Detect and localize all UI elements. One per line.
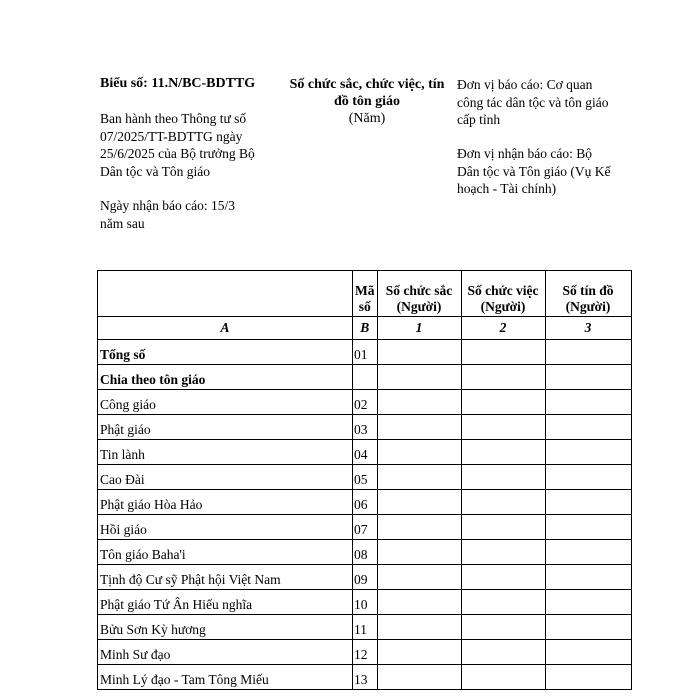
religion-name-cell: Minh Lý đạo - Tam Tông Miếu — [98, 665, 353, 690]
code-cell: 12 — [353, 640, 378, 665]
header-line: (Người) — [396, 299, 442, 314]
followers-cell[interactable] — [545, 540, 631, 565]
officials-cell[interactable] — [461, 415, 545, 440]
code-cell: 13 — [353, 665, 378, 690]
code-cell — [353, 365, 378, 390]
religion-name-cell: Cao Đài — [98, 465, 353, 490]
code-cell: 11 — [353, 615, 378, 640]
issued-line: 07/2025/TT-BDTTG ngày — [100, 128, 243, 144]
religion-name-cell: Phật giáo — [98, 415, 353, 440]
column-header-followers — [545, 271, 631, 317]
table-row — [98, 640, 632, 665]
followers-cell[interactable] — [545, 440, 631, 465]
column-index: 2 — [461, 317, 545, 340]
receiving-unit-line: hoạch - Tài chính) — [457, 181, 557, 196]
code-cell: 06 — [353, 490, 378, 515]
report-title-block — [278, 76, 456, 127]
officials-cell[interactable] — [461, 540, 545, 565]
reporting-unit-line: cấp tỉnh — [457, 112, 501, 127]
dignitaries-cell[interactable] — [377, 440, 461, 465]
table-row — [98, 540, 632, 565]
code-cell: 10 — [353, 590, 378, 615]
header-line: Số chức việc — [467, 283, 539, 298]
table-row — [98, 440, 632, 465]
religion-name-cell: Phật giáo Tứ Ân Hiếu nghĩa — [98, 590, 353, 615]
dignitaries-cell[interactable] — [377, 515, 461, 540]
issued-line: Dân tộc và Tôn giáo — [100, 163, 210, 179]
religion-name-cell: Tịnh độ Cư sỹ Phật hội Việt Nam — [98, 565, 353, 590]
table-body — [98, 340, 632, 690]
officials-cell[interactable] — [461, 565, 545, 590]
religion-name-cell: Công giáo — [98, 390, 353, 415]
table-row — [98, 340, 632, 365]
followers-cell[interactable] — [545, 415, 631, 440]
table-row — [98, 590, 632, 615]
table-row — [98, 665, 632, 690]
code-cell: 07 — [353, 515, 378, 540]
officials-cell[interactable] — [461, 465, 545, 490]
receiving-unit-line: Đơn vị nhận báo cáo: Bộ — [457, 146, 592, 161]
table-row — [98, 565, 632, 590]
title-line: Số chức sắc, chức việc, tín — [289, 77, 445, 92]
issued-line: 25/6/2025 của Bộ trưởng Bộ — [100, 146, 255, 161]
officials-cell[interactable] — [461, 515, 545, 540]
header-line: Số tín đồ — [562, 283, 614, 298]
religion-statistics-table — [97, 270, 632, 690]
religion-name-cell: Chia theo tôn giáo — [98, 365, 353, 390]
dignitaries-cell[interactable] — [377, 340, 461, 365]
officials-cell[interactable] — [461, 615, 545, 640]
officials-cell[interactable] — [461, 440, 545, 465]
issued-line: Ban hành theo Thông tư số — [100, 111, 247, 126]
column-index: 1 — [377, 317, 461, 340]
report-title — [278, 76, 456, 110]
title-line: đồ tôn giáo — [333, 94, 401, 109]
table-row — [98, 615, 632, 640]
header-line: số — [358, 299, 371, 314]
header-line: (Người) — [480, 299, 526, 314]
dignitaries-cell[interactable] — [377, 490, 461, 515]
table-header-row — [98, 271, 632, 317]
religion-name-cell: Tin lành — [98, 440, 353, 465]
column-index: 3 — [545, 317, 631, 340]
followers-cell[interactable] — [545, 465, 631, 490]
column-header-name — [98, 271, 353, 317]
column-header-officials — [461, 271, 545, 317]
table-row — [98, 490, 632, 515]
dignitaries-cell[interactable] — [377, 365, 461, 390]
followers-cell[interactable] — [545, 390, 631, 415]
header-line: Số chức sắc — [385, 283, 453, 298]
code-cell: 02 — [353, 390, 378, 415]
dignitaries-cell[interactable] — [377, 615, 461, 640]
officials-cell[interactable] — [461, 365, 545, 390]
followers-cell[interactable] — [545, 590, 631, 615]
dignitaries-cell[interactable] — [377, 415, 461, 440]
officials-cell[interactable] — [461, 665, 545, 690]
religion-name-cell: Tổng số — [98, 340, 353, 365]
header-line: Mã — [355, 283, 375, 298]
column-index: A — [98, 317, 353, 340]
column-header-code — [353, 271, 378, 317]
dignitaries-cell[interactable] — [377, 465, 461, 490]
report-period: (Năm) — [348, 111, 386, 126]
code-cell: 05 — [353, 465, 378, 490]
dignitaries-cell[interactable] — [377, 540, 461, 565]
receive-date-line: Ngày nhận báo cáo: 15/3 — [100, 198, 235, 213]
religion-name-cell: Minh Sư đạo — [98, 640, 353, 665]
reporting-unit-line: công tác dân tộc và tôn giáo — [457, 94, 609, 110]
code-cell: 08 — [353, 540, 378, 565]
code-cell: 04 — [353, 440, 378, 465]
followers-cell[interactable] — [545, 340, 631, 365]
table-row — [98, 515, 632, 540]
officials-cell[interactable] — [461, 490, 545, 515]
officials-cell[interactable] — [461, 390, 545, 415]
followers-cell[interactable] — [545, 640, 631, 665]
officials-cell[interactable] — [461, 640, 545, 665]
header-line: (Người) — [565, 299, 611, 314]
column-index-row — [98, 317, 632, 340]
religion-name-cell: Tôn giáo Baha'i — [98, 540, 353, 565]
table-row — [98, 415, 632, 440]
table-row — [98, 465, 632, 490]
column-header-dignitaries — [377, 271, 461, 317]
receiving-unit-line: Dân tộc và Tôn giáo (Vụ Kế — [457, 163, 611, 179]
table-row — [98, 390, 632, 415]
column-index: B — [353, 317, 378, 340]
code-cell: 01 — [353, 340, 378, 365]
religion-name-cell: Hồi giáo — [98, 515, 353, 540]
religion-name-cell: Phật giáo Hòa Hảo — [98, 490, 353, 515]
table-row — [98, 365, 632, 390]
dignitaries-cell[interactable] — [377, 565, 461, 590]
receive-date-text — [100, 197, 270, 232]
issued-by-text — [100, 110, 285, 180]
followers-cell[interactable] — [545, 490, 631, 515]
code-cell: 09 — [353, 565, 378, 590]
officials-cell[interactable] — [461, 590, 545, 615]
followers-cell[interactable] — [545, 365, 631, 390]
dignitaries-cell[interactable] — [377, 390, 461, 415]
officials-cell[interactable] — [461, 340, 545, 365]
followers-cell[interactable] — [545, 565, 631, 590]
followers-cell[interactable] — [545, 615, 631, 640]
form-code: Biểu số: 11.N/BC-BDTTG — [100, 76, 256, 91]
religion-name-cell: Bửu Sơn Kỳ hương — [98, 615, 353, 640]
dignitaries-cell[interactable] — [377, 640, 461, 665]
followers-cell[interactable] — [545, 515, 631, 540]
dignitaries-cell[interactable] — [377, 665, 461, 690]
receiving-unit-text — [457, 145, 627, 198]
reporting-unit-text — [457, 76, 622, 129]
code-cell: 03 — [353, 415, 378, 440]
reporting-unit-line: Đơn vị báo cáo: Cơ quan — [457, 77, 593, 92]
followers-cell[interactable] — [545, 665, 631, 690]
dignitaries-cell[interactable] — [377, 590, 461, 615]
receive-date-line: năm sau — [100, 215, 145, 231]
